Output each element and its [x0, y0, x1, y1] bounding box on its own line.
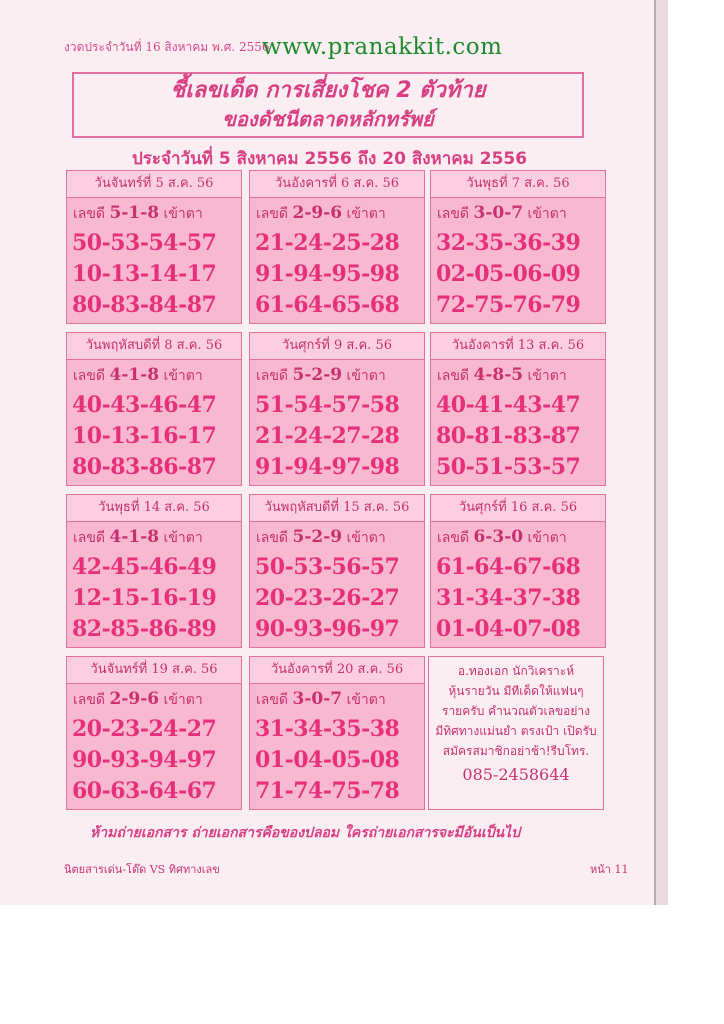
title-box — [72, 72, 584, 138]
card-day-label: วันพฤหัสบดีที่ 15 ส.ค. 56 — [250, 495, 424, 522]
key-suffix: เข้าตา — [346, 206, 386, 222]
card-day-label: วันพุธที่ 7 ส.ค. 56 — [431, 171, 605, 198]
ad-line-3: รายครับ คำนวณตัวเลขอย่าง — [442, 704, 590, 718]
number-set: 12-15-16-19 — [72, 585, 217, 611]
number-set: 50-53-56-57 — [255, 554, 400, 580]
number-set: 80-83-84-87 — [72, 292, 217, 318]
card-key-line — [250, 522, 424, 552]
day-card — [66, 656, 242, 810]
number-set: 91-94-95-98 — [255, 261, 400, 287]
number-set: 21-24-27-28 — [255, 423, 400, 449]
key-prefix: เลขดี — [437, 206, 470, 222]
card-key-line — [67, 198, 241, 228]
magazine-name: นิตยสารเด่น-โด๊ด VS ทิศทางเลข — [64, 863, 220, 876]
number-set: 82-85-86-89 — [72, 616, 217, 642]
card-day-label: วันพุธที่ 14 ส.ค. 56 — [67, 495, 241, 522]
copy-warning: ห้ามถ่ายเอกสาร ถ่ายเอกสารคือของปลอม ใครถ่ายเอกสารจะมีอันเป็นไป — [90, 825, 520, 841]
key-suffix: เข้าตา — [527, 368, 567, 384]
key-number: 5-1-8 — [109, 203, 160, 223]
number-set: 51-54-57-58 — [255, 392, 400, 418]
number-set: 61-64-67-68 — [436, 554, 581, 580]
key-prefix: เลขดี — [256, 368, 289, 384]
card-day-label: วันจันทร์ที่ 5 ส.ค. 56 — [67, 171, 241, 198]
card-key-line — [250, 198, 424, 228]
key-suffix: เข้าตา — [527, 206, 567, 222]
ad-line-5: สมัครสมาชิกอย่าช้า!รีบโทร. — [442, 744, 590, 758]
number-set: 80-83-86-87 — [72, 454, 217, 480]
key-suffix: เข้าตา — [527, 530, 567, 546]
number-set: 02-05-06-09 — [436, 261, 581, 287]
number-set: 50-53-54-57 — [72, 230, 217, 256]
key-suffix: เข้าตา — [346, 692, 386, 708]
card-day-label: วันศุกร์ที่ 16 ส.ค. 56 — [431, 495, 605, 522]
day-card — [430, 494, 606, 648]
day-card — [249, 494, 425, 648]
card-day-label: วันอังคารที่ 13 ส.ค. 56 — [431, 333, 605, 360]
number-set: 31-34-37-38 — [436, 585, 581, 611]
page-edge-shadow — [656, 0, 668, 905]
title-line-2: ของดัชนีตลาดหลักทรัพย์ — [222, 107, 434, 131]
key-number: 4-1-8 — [109, 527, 160, 547]
key-number: 5-2-9 — [292, 527, 343, 547]
card-day-label: วันจันทร์ที่ 19 ส.ค. 56 — [67, 657, 241, 684]
number-set: 01-04-05-08 — [255, 747, 400, 773]
day-card — [249, 170, 425, 324]
card-key-line — [431, 522, 605, 552]
number-set: 10-13-16-17 — [72, 423, 217, 449]
key-prefix: เลขดี — [73, 692, 106, 708]
ad-line-2: หุ้นรายวัน มีทีเด็ดให้แฟนๆ — [448, 684, 584, 698]
number-set: 42-45-46-49 — [72, 554, 217, 580]
number-set: 90-93-94-97 — [72, 747, 217, 773]
key-number: 4-8-5 — [473, 365, 524, 385]
ad-line-4: มีทิศทางแม่นยำ ตรงเป้า เปิดรับ — [435, 724, 597, 738]
key-number: 2-9-6 — [109, 689, 160, 709]
key-prefix: เลขดี — [73, 530, 106, 546]
key-prefix: เลขดี — [256, 206, 289, 222]
card-key-line — [67, 360, 241, 390]
key-prefix: เลขดี — [73, 206, 106, 222]
number-set: 90-93-96-97 — [255, 616, 400, 642]
day-card — [66, 332, 242, 486]
page-number: หน้า 11 — [590, 863, 629, 876]
number-set: 91-94-97-98 — [255, 454, 400, 480]
website-watermark: www.pranakkit.com — [262, 34, 503, 60]
number-set: 40-41-43-47 — [436, 392, 581, 418]
number-set: 72-75-76-79 — [436, 292, 581, 318]
number-set: 80-81-83-87 — [436, 423, 581, 449]
card-key-line — [250, 684, 424, 714]
number-set: 50-51-53-57 — [436, 454, 581, 480]
day-card — [249, 656, 425, 810]
key-number: 6-3-0 — [473, 527, 524, 547]
number-set: 21-24-25-28 — [255, 230, 400, 256]
number-set: 60-63-64-67 — [72, 778, 217, 804]
date-range: ประจำวันที่ 5 สิงหาคม 2556 ถึง 20 สิงหาคม 2556 — [132, 149, 528, 169]
number-set: 40-43-46-47 — [72, 392, 217, 418]
key-number: 2-9-6 — [292, 203, 343, 223]
day-card — [66, 170, 242, 324]
key-prefix: เลขดี — [73, 368, 106, 384]
day-card — [249, 332, 425, 486]
key-suffix: เข้าตา — [163, 368, 203, 384]
advertisement-box — [428, 656, 604, 810]
card-key-line — [431, 360, 605, 390]
ad-phone: 085-2458644 — [462, 765, 570, 784]
key-number: 4-1-8 — [109, 365, 160, 385]
key-number: 3-0-7 — [473, 203, 524, 223]
day-card — [430, 170, 606, 324]
card-key-line — [67, 684, 241, 714]
key-number: 3-0-7 — [292, 689, 343, 709]
title-line-1: ชี้เลขเด็ด การเสี่ยงโชค 2 ตัวท้าย — [170, 78, 486, 103]
card-key-line — [250, 360, 424, 390]
number-set: 20-23-24-27 — [72, 716, 217, 742]
key-number: 5-2-9 — [292, 365, 343, 385]
number-set: 61-64-65-68 — [255, 292, 400, 318]
number-set: 32-35-36-39 — [436, 230, 581, 256]
card-key-line — [431, 198, 605, 228]
key-prefix: เลขดี — [256, 692, 289, 708]
number-set: 10-13-14-17 — [72, 261, 217, 287]
card-day-label: วันพฤหัสบดีที่ 8 ส.ค. 56 — [67, 333, 241, 360]
key-suffix: เข้าตา — [346, 530, 386, 546]
key-prefix: เลขดี — [437, 530, 470, 546]
number-set: 71-74-75-78 — [255, 778, 400, 804]
card-day-label: วันศุกร์ที่ 9 ส.ค. 56 — [250, 333, 424, 360]
key-suffix: เข้าตา — [163, 692, 203, 708]
number-set: 01-04-07-08 — [436, 616, 581, 642]
key-suffix: เข้าตา — [346, 368, 386, 384]
number-set: 20-23-26-27 — [255, 585, 400, 611]
key-suffix: เข้าตา — [163, 206, 203, 222]
day-card — [430, 332, 606, 486]
key-prefix: เลขดี — [437, 368, 470, 384]
key-suffix: เข้าตา — [163, 530, 203, 546]
key-prefix: เลขดี — [256, 530, 289, 546]
number-set: 31-34-35-38 — [255, 716, 400, 742]
day-card — [66, 494, 242, 648]
card-key-line — [67, 522, 241, 552]
ad-line-1: อ.ทองเอก นักวิเคราะห์ — [457, 664, 575, 678]
card-day-label: วันอังคารที่ 20 ส.ค. 56 — [250, 657, 424, 684]
issue-date: งวดประจำวันที่ 16 สิงหาคม พ.ศ. 2556 — [64, 40, 270, 54]
card-day-label: วันอังคารที่ 6 ส.ค. 56 — [250, 171, 424, 198]
